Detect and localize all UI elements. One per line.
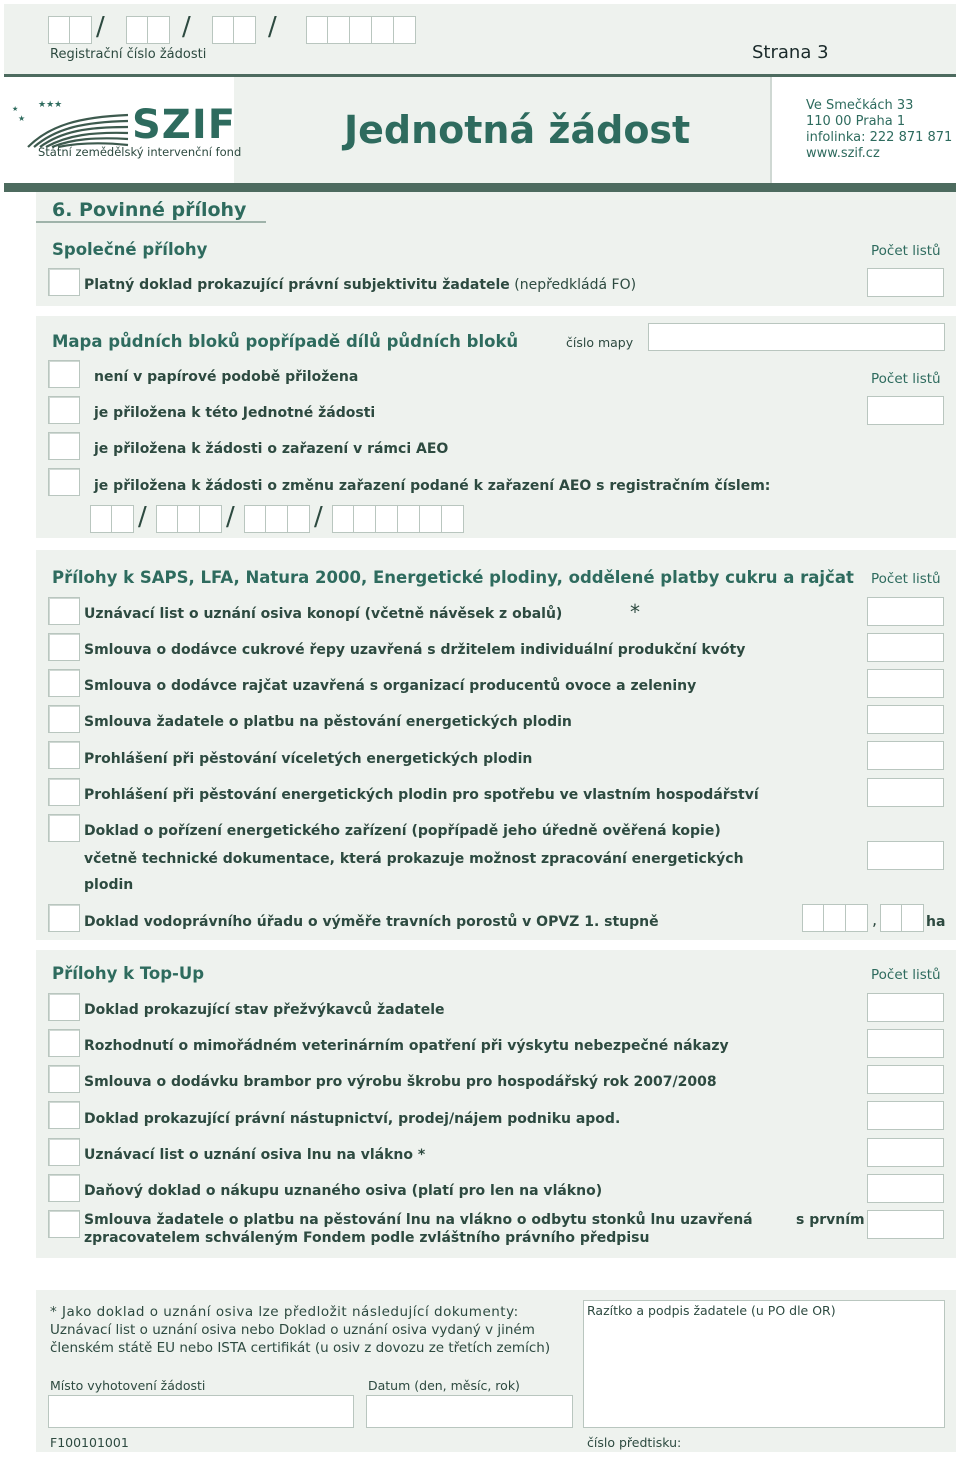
area-unit-label: ha <box>926 914 946 930</box>
header-bottom-rule <box>4 183 956 192</box>
topup-item-4: Doklad prokazující právní nástupnictví, prodej/nájem podniku apod. <box>84 1111 621 1127</box>
saps-checkbox-4[interactable] <box>48 705 80 733</box>
aeo-reg-part2[interactable] <box>156 505 222 533</box>
common-count-1[interactable] <box>867 268 944 297</box>
saps-item-7: Doklad o pořízení energetického zařízení (popřípadě jeho úředně ověřená kopie) <box>84 823 721 839</box>
map-count-label: Počet listů <box>871 371 941 387</box>
saps-count-2[interactable] <box>867 633 944 662</box>
topup-count-6[interactable] <box>867 1174 944 1203</box>
stamp-signature-box[interactable] <box>583 1300 945 1428</box>
saps-item-2: Smlouva o dodávce cukrové řepy uzavřená s držitelem individuální produkční kvóty <box>84 642 746 658</box>
svg-text:★: ★ <box>12 105 19 113</box>
saps-count-1[interactable] <box>867 597 944 626</box>
aeo-reg-part3[interactable] <box>244 505 310 533</box>
common-title: Společné přílohy <box>52 240 208 259</box>
map-checkbox-1[interactable] <box>48 360 80 388</box>
reg-number-label: Registrační číslo žádosti <box>50 47 207 62</box>
topup-count-1[interactable] <box>867 993 944 1022</box>
stamp-label: Razítko a podpis žadatele (u PO dle OR) <box>587 1303 836 1318</box>
svg-text:★★★: ★★★ <box>38 100 63 110</box>
topup-item-7-tail: s prvním <box>796 1212 865 1228</box>
aeo-slash-3: / <box>314 502 323 532</box>
reg-number-part4[interactable] <box>306 16 416 44</box>
map-checkbox-3[interactable] <box>48 432 80 460</box>
address-line-2: 110 00 Praha 1 <box>806 114 906 129</box>
area-integer-input[interactable] <box>802 904 868 932</box>
topup-checkbox-3[interactable] <box>48 1065 80 1093</box>
topup-count-label: Počet listů <box>871 967 941 983</box>
saps-item-8: Doklad vodoprávního úřadu o výměře travních porostů v OPVZ 1. stupně <box>84 914 659 930</box>
saps-checkbox-1[interactable] <box>48 597 80 625</box>
saps-title: Přílohy k SAPS, LFA, Natura 2000, Energetické plodiny, oddělené platby cukru a rajčat <box>52 568 854 587</box>
aeo-reg-part4[interactable] <box>332 505 464 533</box>
map-number-label: číslo mapy <box>566 335 634 350</box>
map-item-2: je přiložena k této Jednotné žádosti <box>94 405 376 421</box>
reg-number-part3[interactable] <box>212 16 256 44</box>
saps-item-1: Uznávací list o uznání osiva konopí (včetně návěsek z obalů) <box>84 606 563 622</box>
saps-checkbox-7[interactable] <box>48 814 80 842</box>
topup-checkbox-4[interactable] <box>48 1101 80 1129</box>
map-item-4: je přiložena k žádosti o změnu zařazení podané k zařazení AEO s registračním číslem: <box>94 478 771 494</box>
topup-item-2: Rozhodnutí o mimořádném veterinárním opatření při výskytu nebezpečné nákazy <box>84 1038 729 1054</box>
topup-count-2[interactable] <box>867 1029 944 1058</box>
map-item-1: není v papírové podobě přiložena <box>94 369 359 385</box>
saps-item-4: Smlouva žadatele o platbu na pěstování energetických plodin <box>84 714 572 730</box>
topup-checkbox-6[interactable] <box>48 1174 80 1202</box>
reg-slash-3: / <box>268 12 277 42</box>
topup-item-6: Daňový doklad o nákupu uznaného osiva (platí pro len na vlákno) <box>84 1183 603 1199</box>
address-line-3: infolinka: 222 871 871 <box>806 130 953 145</box>
saps-star: * <box>630 600 640 624</box>
logo-subtitle: Státní zemědělský intervenční fond <box>38 145 242 159</box>
area-comma: , <box>872 910 878 929</box>
section-title-underline <box>36 221 266 223</box>
topup-count-7[interactable] <box>867 1210 944 1239</box>
saps-item-3: Smlouva o dodávce rajčat uzavřená s organizací producentů ovoce a zeleniny <box>84 678 697 694</box>
footnote-line-3: členském státě EU nebo ISTA certifikát (u osiv z dovozu ze třetích zemích) <box>50 1340 551 1356</box>
topup-item-7-line2: zpracovatelem schváleným Fondem podle zvláštního právního předpisu <box>84 1230 650 1246</box>
topup-item-5: Uznávací list o uznání osiva lnu na vlákno * <box>84 1147 426 1163</box>
saps-item-6: Prohlášení při pěstování energetických plodin pro spotřebu ve vlastním hospodářství <box>84 787 759 803</box>
map-number-input[interactable] <box>648 323 945 351</box>
topup-item-1: Doklad prokazující stav přežvýkavců žadatele <box>84 1002 445 1018</box>
map-checkbox-2[interactable] <box>48 396 80 424</box>
common-checkbox-1[interactable] <box>48 268 80 296</box>
saps-item-7-line3: plodin <box>84 877 134 893</box>
topup-checkbox-5[interactable] <box>48 1138 80 1166</box>
address-line-4: www.szif.cz <box>806 146 880 161</box>
saps-count-4[interactable] <box>867 705 944 734</box>
aeo-slash-1: / <box>138 502 147 532</box>
common-item-1: Platný doklad prokazující právní subjektivitu žadatele (nepředkládá FO) <box>84 277 637 293</box>
reg-number-part1[interactable] <box>48 16 92 44</box>
topup-item-3: Smlouva o dodávku brambor pro výrobu škrobu pro hospodářský rok 2007/2008 <box>84 1074 717 1090</box>
saps-count-3[interactable] <box>867 669 944 698</box>
saps-checkbox-5[interactable] <box>48 741 80 769</box>
topup-count-3[interactable] <box>867 1065 944 1094</box>
map-checkbox-4[interactable] <box>48 468 80 496</box>
aeo-slash-2: / <box>226 502 235 532</box>
place-label: Místo vyhotovení žádosti <box>50 1378 206 1393</box>
logo-text: SZIF <box>132 102 237 148</box>
saps-item-5: Prohlášení při pěstování víceletých energetických plodin <box>84 751 533 767</box>
topup-count-4[interactable] <box>867 1101 944 1130</box>
common-count-label: Počet listů <box>871 243 941 259</box>
place-input[interactable] <box>48 1395 354 1428</box>
saps-checkbox-6[interactable] <box>48 778 80 806</box>
reg-number-part2[interactable] <box>126 16 170 44</box>
footnote-line-2: Uznávací list o uznání osiva nebo Doklad o uznání osiva vydaný v jiném <box>50 1322 535 1338</box>
common-panel <box>36 226 956 306</box>
topup-title: Přílohy k Top-Up <box>52 964 205 983</box>
saps-checkbox-8[interactable] <box>48 904 80 932</box>
area-decimal-input[interactable] <box>880 904 924 932</box>
saps-count-5[interactable] <box>867 741 944 770</box>
topup-checkbox-7[interactable] <box>48 1210 80 1238</box>
reg-slash-2: / <box>182 12 191 42</box>
topup-checkbox-1[interactable] <box>48 993 80 1021</box>
topup-count-5[interactable] <box>867 1138 944 1167</box>
map-item-3: je přiložena k žádosti o zařazení v rámci AEO <box>94 441 449 457</box>
saps-count-label: Počet listů <box>871 571 941 587</box>
saps-count-6[interactable] <box>867 778 944 807</box>
date-input[interactable] <box>366 1395 573 1428</box>
map-title: Mapa půdních bloků popřípadě dílů půdních bloků <box>52 332 519 351</box>
page-number: Strana 3 <box>752 42 829 63</box>
address-line-1: Ve Smečkách 33 <box>806 98 914 113</box>
date-label: Datum (den, měsíc, rok) <box>368 1378 520 1393</box>
topup-checkbox-2[interactable] <box>48 1029 80 1057</box>
footnote-line-1: * Jako doklad o uznání osiva lze předložit následující dokumenty: <box>50 1304 519 1320</box>
section-title: 6. Povinné přílohy <box>52 199 247 221</box>
saps-item-7-line2: včetně technické dokumentace, která prokazuje možnost zpracování energetických <box>84 851 744 867</box>
map-count-input[interactable] <box>867 396 944 425</box>
page-title: Jednotná žádost <box>344 108 691 152</box>
reg-slash-1: / <box>96 12 105 42</box>
svg-text:★: ★ <box>18 114 26 123</box>
saps-checkbox-3[interactable] <box>48 669 80 697</box>
form-code: F100101001 <box>50 1435 129 1450</box>
topup-item-7: Smlouva žadatele o platbu na pěstování lnu na vlákno o odbytu stonků lnu uzavřená <box>84 1212 753 1228</box>
saps-count-7[interactable] <box>867 841 944 870</box>
saps-checkbox-2[interactable] <box>48 633 80 661</box>
print-number-label: číslo předtisku: <box>587 1435 682 1450</box>
aeo-reg-part1[interactable] <box>90 505 134 533</box>
